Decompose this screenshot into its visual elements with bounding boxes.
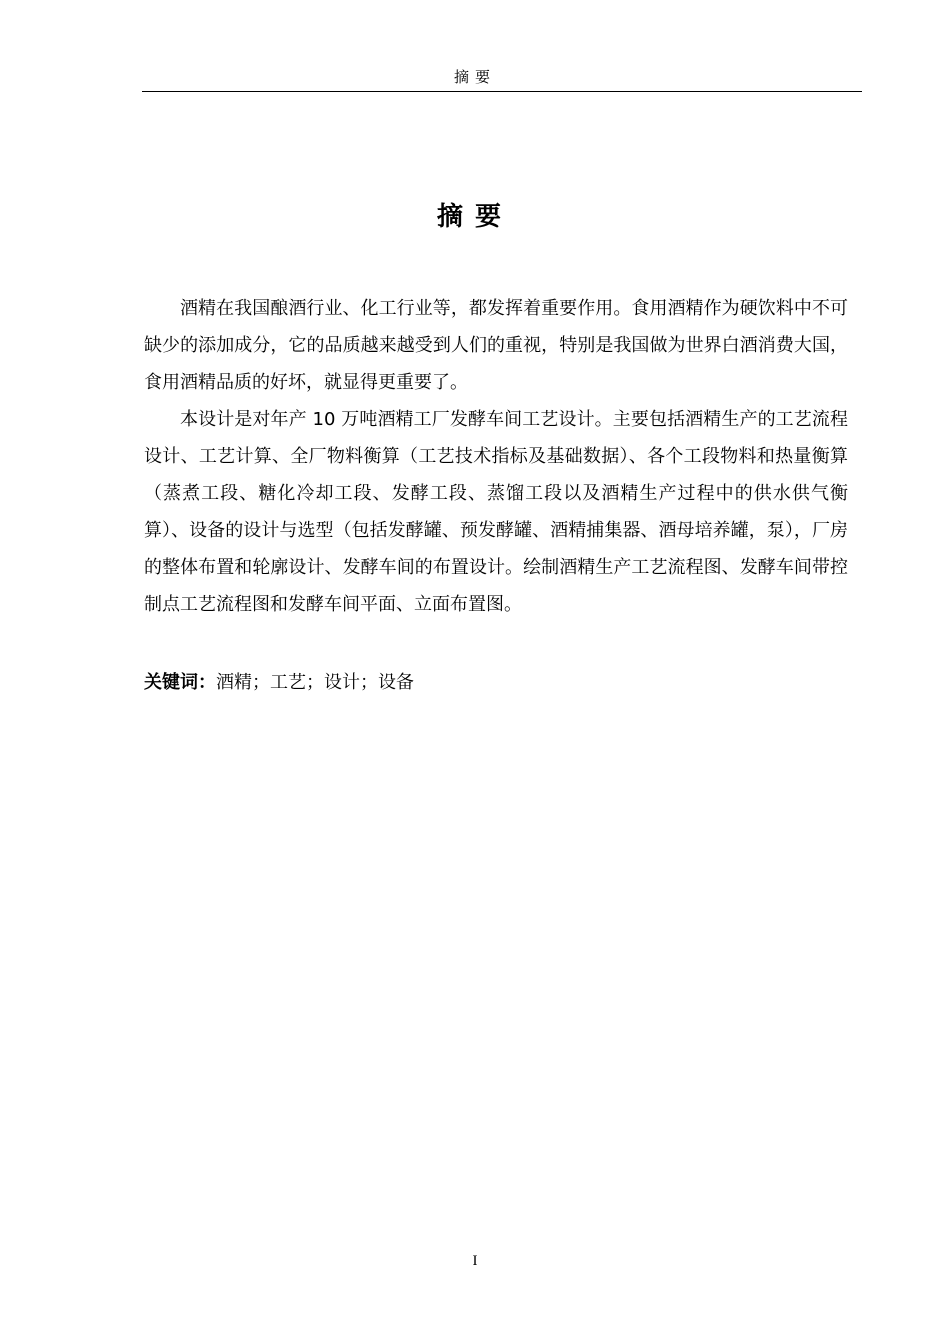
page-number: I xyxy=(472,1253,478,1269)
abstract-paragraph-2: 本设计是对年产 10 万吨酒精工厂发酵车间工艺设计。主要包括酒精生产的工艺流程设计、工艺计算、全厂物料衡算（工艺技术指标及基础数据）、各个工段物料和热量衡算（蒸煮工段、糖化冷却工段、发酵工段、蒸馏工段以及酒精生产过程中的供水供气衡算）、设备的设计与选型（包括发酵罐、预发酵罐、酒精捕集器、酒母培养罐，泵），厂房的整体布置和轮廓设计、发酵车间的布置设计。绘制酒精生产工艺流程图、发酵车间带控制点工艺流程图和发酵车间平面、立面布置图。 xyxy=(144,409,848,615)
header-rule xyxy=(142,91,862,92)
keywords-label: 关键词： xyxy=(144,672,216,693)
keywords-line xyxy=(144,664,848,701)
abstract-paragraph-1: 酒精在我国酿酒行业、化工行业等，都发挥着重要作用。食用酒精作为硬饮料中不可缺少的添加成分，它的品质越来越受到人们的重视，特别是我国做为世界白酒消费大国，食用酒精品质的好坏，就显得更重要了。 xyxy=(144,298,848,393)
running-header: 摘要 xyxy=(453,68,496,86)
abstract-body xyxy=(144,290,848,623)
keywords-value: 酒精；工艺；设计；设备 xyxy=(216,672,414,693)
page-title: 摘要 xyxy=(436,202,513,232)
